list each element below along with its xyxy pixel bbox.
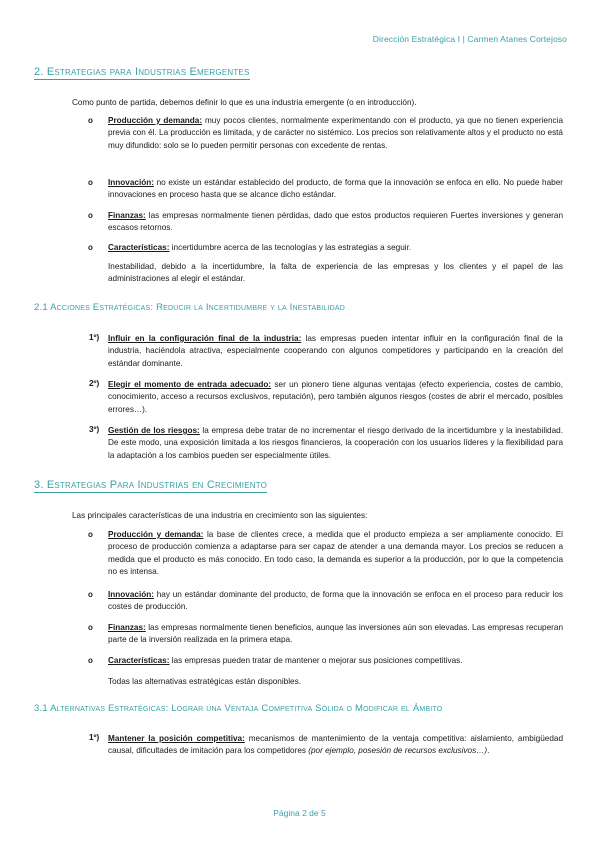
list-item: Mantener la posición competitiva: mecanismos de mantenimiento de la ventaja competitiva: aislamiento, ambigüedad causal, dificultades de imitación para los competidores (por ejemplo, posesión de recursos exclusivos…). [108,734,563,756]
section-2-intro: Como punto de partida, debemos definir lo que es una industria emergente (o en introducción). [72,98,417,107]
list-item: Finanzas: las empresas normalmente tienen pérdidas, dado que estos productos requieren Fuertes inversiones y generan escasos retornos. [108,211,563,233]
bullet-icon: o [88,178,93,187]
bullet-icon: o [88,243,93,252]
bullet-icon: o [88,530,93,539]
list-item: Producción y demanda: muy pocos clientes, normalmente experimentando con el producto, ya que no tienen experiencia previa con él. La producción es limitada, y de carácter no sistémico. Los precios son relativamente altos y el producto no está muy difundido: solo se lo pueden permitir personas con excedente de rentas. [108,116,563,150]
section-2-1-heading: 2.1 Acciones Estratégicas: Reducir la Incertidumbre y la Inestabilidad [34,302,345,313]
section-3-heading: 3. Estrategias Para Industrias en Crecimiento [34,479,268,491]
list-item: Influir en la configuración final de la industria: las empresas pueden intentar influir en la configuración final de la industria, haciéndola atractiva, especialmente cooperando con algunos competidores y participando en la creación del estándar dominante. [108,334,563,368]
list-item: Finanzas: las empresas normalmente tienen beneficios, aunque las inversiones aún son elevadas. Las empresas recuperan parte de la inversión realizada en la primera etapa. [108,623,563,645]
bullet-icon: o [88,116,93,125]
section-3-intro: Las principales características de una industria en crecimiento son las siguientes: [72,511,368,520]
bullet-icon: o [88,623,93,632]
list-number: 1º) [89,333,100,342]
list-item: Producción y demanda: la base de clientes crece, a medida que el producto empieza a ser ampliamente conocido. El proceso de producción comienza a adaptarse para ser capaz de atender a una demanda mayor. Los precios se reducen a medida que el producto es más conocido. En todo caso, la demanda es superior a la producción, por lo que la competencia no es intensa. [108,530,563,577]
bullet-icon: o [88,590,93,599]
section-2-heading: 2. Estrategias para Industrias Emergentes [34,66,250,78]
list-item: Características: incertidumbre acerca de las tecnologías y las estrategias a seguir. [108,243,412,252]
list-item: Características: las empresas pueden tratar de mantener o mejorar sus posiciones competitivas. [108,656,463,665]
list-number: 2º) [89,379,100,388]
list-item: Elegir el momento de entrada adecuado: ser un pionero tiene algunas ventajas (efecto experiencia, costes de cambio, conocimiento, acceso a recursos exclusivos, reputación), pero también algunos riesgos (costes de abrir el mercado, posibles errores…). [108,380,563,414]
list-item: Innovación: no existe un estándar establecido del producto, de forma que la innovación se enfoca en ello. No puede haber innovaciones en proceso hasta que se alcance dicho estándar. [108,178,563,200]
list-item: Innovación: hay un estándar dominante del producto, de forma que la innovación se enfoca en el proceso para reducir los costes de producción. [108,590,563,612]
bullet-icon: o [88,656,93,665]
list-number: 3º) [89,425,100,434]
list-item: Gestión de los riesgos: la empresa debe tratar de no incrementar el riesgo derivado de la incertidumbre y la inestabilidad. De este modo, una exposición limitada a los riesgos financieros, la cooperación con los usuarios líderes y la flexibilidad para la adaptación a los cambios pueden ser especialmente útiles. [108,426,563,460]
page-footer: Página 2 de 5 [273,808,326,818]
bullet-icon: o [88,211,93,220]
section-3-note: Todas las alternativas estratégicas están disponibles. [108,677,301,686]
list-number: 1º) [89,733,100,742]
page-header: Dirección Estratégica I | Carmen Atanes Cortejoso [372,34,567,44]
section-3-1-heading: 3.1 Alternativas Estratégicas: Lograr una Ventaja Competitiva Sólida o Modificar el Ámbito [34,703,443,714]
section-2-note: Inestabilidad, debido a la incertidumbre, la falta de experiencia de las empresas y los clientes y el papel de las administraciones al elegir el estándar. [108,262,563,284]
